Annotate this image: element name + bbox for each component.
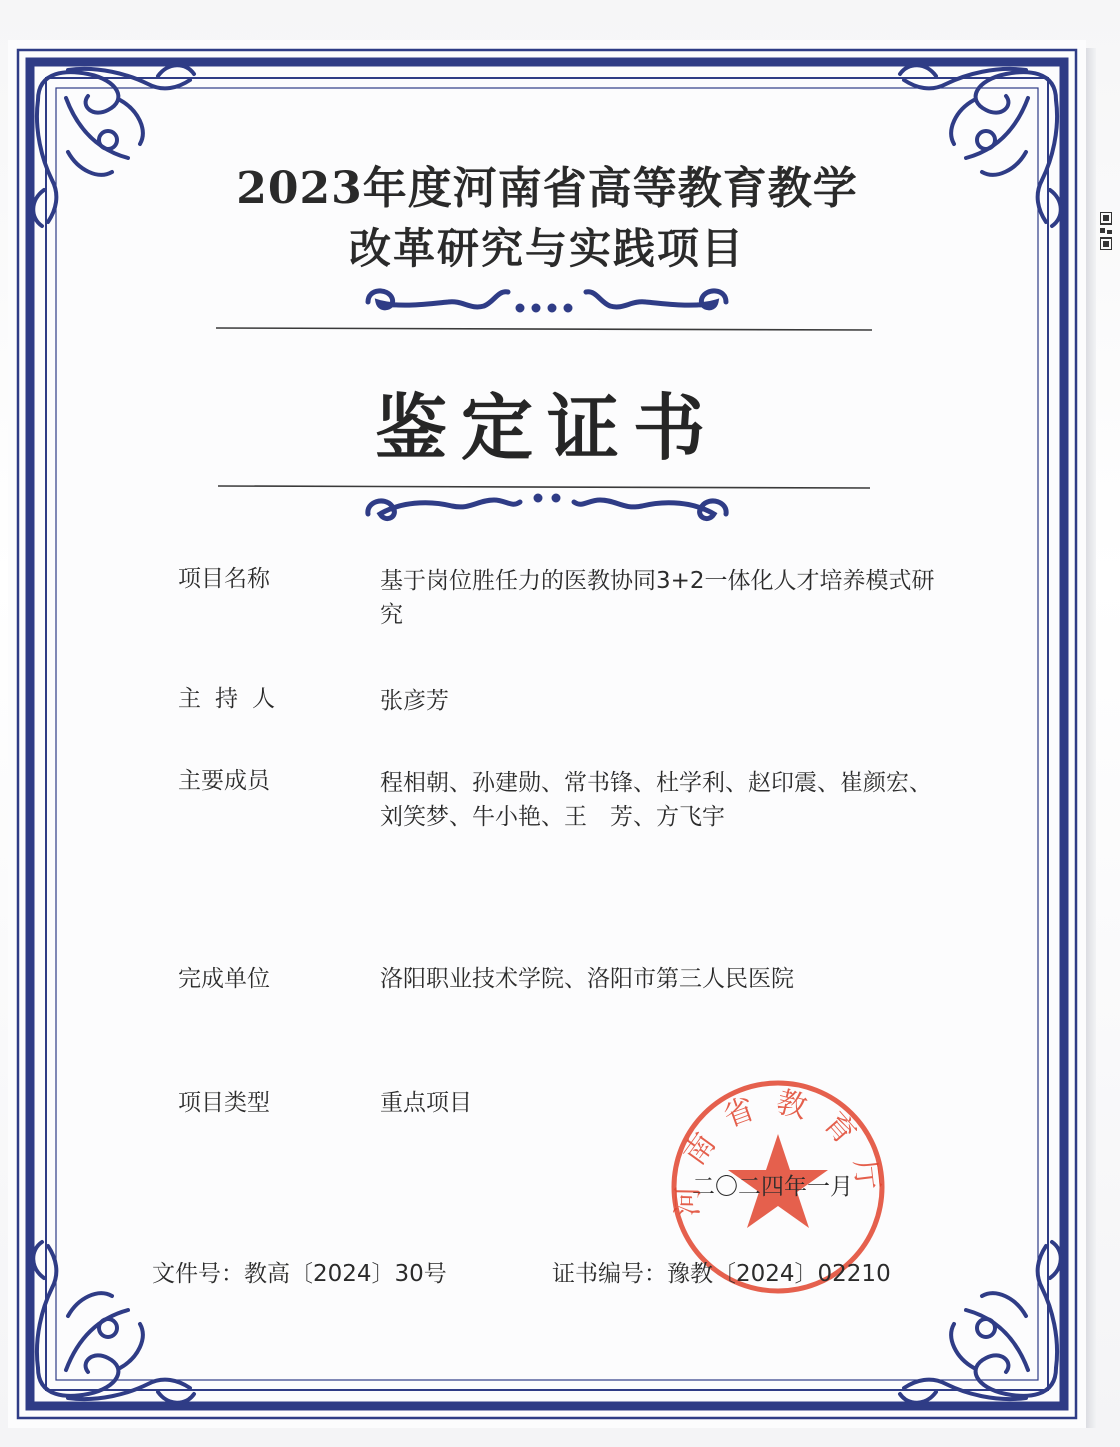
field-value-project-name: 基于岗位胜任力的医教协同3+2一体化人才培养模式研究 — [380, 568, 935, 628]
field-label-project-name: 项目名称 — [178, 566, 270, 592]
field-value-type: 重点项目 — [380, 1090, 472, 1116]
certificate-main-title: 鉴定证书 — [374, 385, 719, 470]
certificate-title-line1: 2023年度河南省高等教育教学 — [236, 163, 858, 214]
field-value-unit: 洛阳职业技术学院、洛阳市第三人民医院 — [380, 966, 794, 992]
field-label-members: 主要成员 — [178, 768, 270, 794]
document-number: 文件号：教高〔2024〕30号 — [152, 1261, 447, 1287]
issue-date: 二〇二四年一月 — [692, 1174, 853, 1200]
certificate-number: 证书编号：豫教〔2024〕02210 — [552, 1261, 891, 1287]
field-label-host: 主持人 — [178, 686, 289, 712]
qr-code-icon — [1100, 212, 1112, 250]
divider-ornament-bottom — [368, 496, 726, 519]
field-label-type: 项目类型 — [178, 1090, 270, 1116]
certificate-paper — [8, 40, 1086, 1428]
seal-text: 河南省教育厅 — [670, 1084, 888, 1217]
paper-shadow — [1086, 48, 1096, 1428]
field-label-unit: 完成单位 — [178, 966, 270, 992]
divider-ornament-top — [368, 291, 726, 310]
field-value-host: 张彦芳 — [380, 688, 449, 714]
certificate-title-line2: 改革研究与实践项目 — [348, 224, 745, 273]
field-value-members: 程相朝、孙建勋、常书锋、杜学利、赵印震、崔颜宏、刘笑梦、牛小艳、王 芳、方飞宇 — [380, 770, 932, 830]
